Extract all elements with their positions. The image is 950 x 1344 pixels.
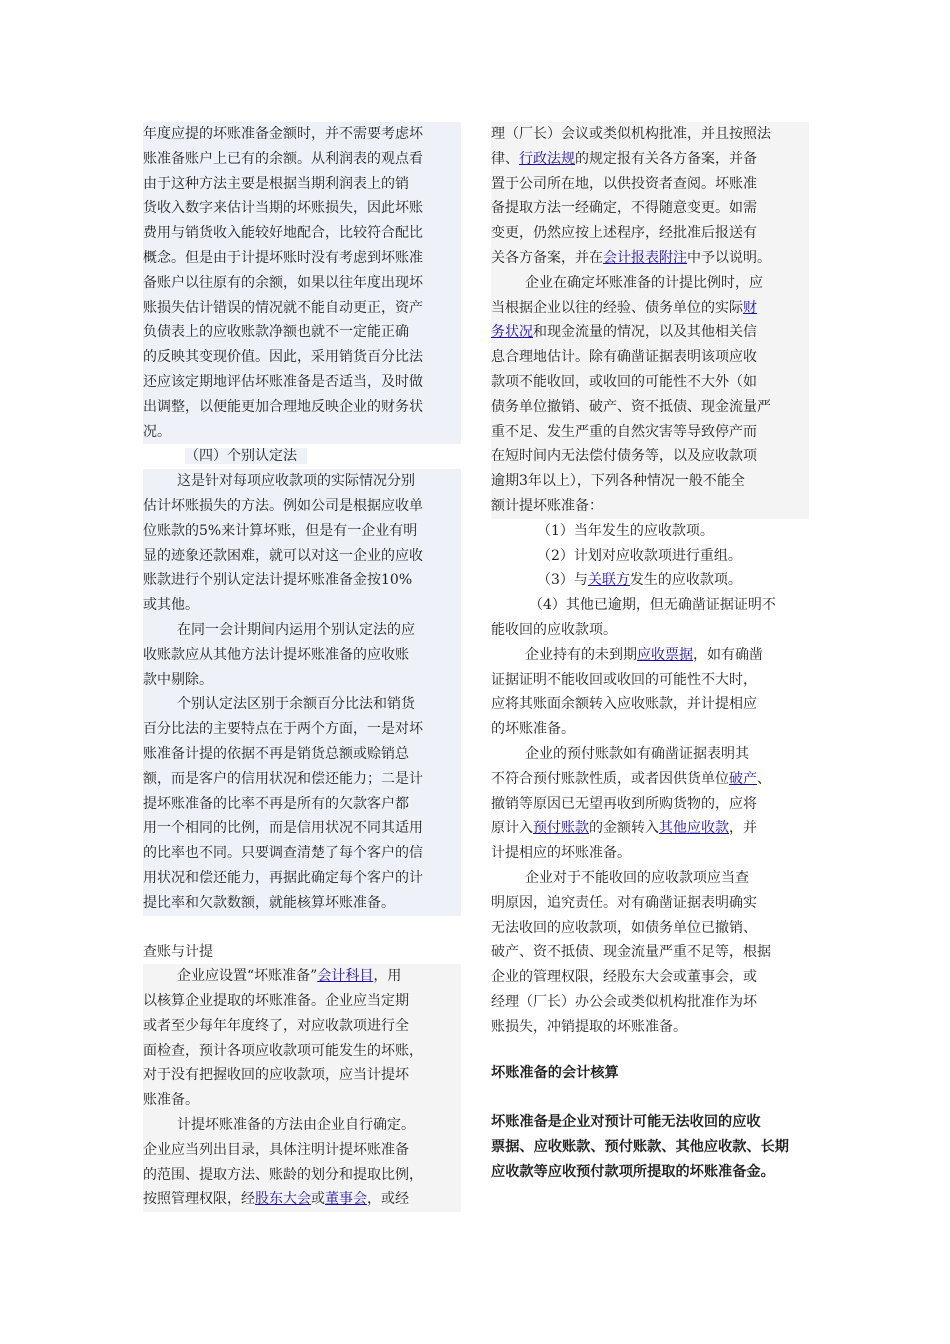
text-fragment: ，并 bbox=[729, 820, 757, 837]
text-line: 提坏账准备的比率不再是所有的欠款客户都 bbox=[143, 795, 409, 812]
link-financial-statement-notes[interactable]: 会计报表附注 bbox=[603, 249, 687, 266]
text-line: 百分比法的主要特点在于两个方面，一是对坏 bbox=[143, 721, 423, 738]
text-line: 计提相应的坏账准备。 bbox=[491, 845, 631, 862]
text-line: 提比率和欠款数额，就能核算坏账准备。 bbox=[143, 894, 395, 911]
text-line: 应收款等应收预付款项所提取的坏账准备金。 bbox=[491, 1163, 775, 1180]
text-line: 企业对于不能收回的应收款项应当查 bbox=[525, 869, 749, 886]
text-fragment: 和现金流量的情况，以及其他相关信 bbox=[533, 324, 757, 341]
list-item bbox=[491, 568, 809, 593]
text-line: 破产、资不抵债、现金流量严重不足等，根据 bbox=[491, 944, 771, 961]
text-line: 证据证明不能收回或收回的可能性不大时， bbox=[491, 671, 757, 688]
text-line: 坏账准备是企业对预计可能无法收回的应收 bbox=[491, 1114, 761, 1131]
paragraph-method-determination bbox=[143, 1113, 461, 1212]
paragraph-definition bbox=[491, 1110, 809, 1184]
link-related-party[interactable]: 关联方 bbox=[587, 572, 630, 589]
paragraph-approval bbox=[491, 122, 809, 271]
text-line: 或者至少每年年度终了，对应收款项进行全 bbox=[143, 1017, 409, 1034]
section-heading-check: 查账与计提 bbox=[143, 943, 213, 960]
text-fragment: 的规定报有关各方备案，并备 bbox=[575, 150, 757, 167]
paragraph-prepayments bbox=[491, 742, 809, 866]
spacer bbox=[491, 1039, 809, 1061]
text-fragment: 中予以说明。 bbox=[687, 249, 771, 266]
text-line: 账准备账户上已有的余额。从利润表的观点看 bbox=[143, 150, 423, 167]
text-line: 对于没有把握收回的应收款项，应当计提坏 bbox=[143, 1067, 409, 1084]
paragraph-same-period bbox=[143, 618, 461, 692]
text-fragment: 、 bbox=[757, 770, 771, 787]
text-line: 显的迹象还款困难，就可以对这一企业的应收 bbox=[143, 547, 423, 564]
text-fragment: 律、 bbox=[491, 150, 519, 167]
text-line: 票据、应收账款、预付账款、其他应收款、长期 bbox=[491, 1139, 789, 1156]
text-line: 负债表上的应收账款净额也就不一定能正确 bbox=[143, 324, 409, 341]
text-line: 明原因，追究责任。对有确凿证据表明确实 bbox=[491, 894, 757, 911]
right-column bbox=[491, 122, 809, 1185]
text-line: 无法收回的应收款项，如债务单位已撤销、 bbox=[491, 919, 757, 936]
text-fragment: ，用 bbox=[373, 968, 402, 985]
text-line: 出调整，以便能更加合理地反映企业的财务状 bbox=[143, 398, 423, 415]
text-line bbox=[143, 1187, 461, 1212]
link-notes-receivable[interactable]: 应收票据 bbox=[637, 646, 693, 663]
text-line: 还应该定期地评估坏账准备是否适当，及时做 bbox=[143, 373, 423, 390]
text-line: 逾期3年以上），下列各种情况一般不能全 bbox=[491, 473, 745, 490]
text-line: 理（厂长）会议或类似机构批准，并且按照法 bbox=[491, 126, 771, 142]
text-line: 款中剔除。 bbox=[143, 671, 213, 688]
text-line: 收账款应从其他方法计提坏账准备的应收账 bbox=[143, 646, 409, 663]
list-item: （4）其他已逾期，但无确凿证据证明不 bbox=[529, 597, 776, 614]
text-line: 概念。但是由于计提坏账时没有考虑到坏账准 bbox=[143, 249, 423, 266]
text-line bbox=[491, 816, 809, 841]
text-line: 债务单位撤销、破产、资不抵债、现金流量严 bbox=[491, 398, 771, 415]
paragraph-specific-identification bbox=[143, 469, 461, 618]
text-line bbox=[491, 320, 809, 345]
list-item: （1）当年发生的应收款项。 bbox=[537, 522, 714, 539]
text-fragment: 原计入 bbox=[491, 820, 533, 837]
paragraph-ratio bbox=[491, 271, 809, 519]
text-line bbox=[491, 296, 809, 321]
text-fragment: 不符合预付账款性质，或者因供货单位 bbox=[491, 770, 729, 787]
exceptions-list bbox=[491, 519, 809, 643]
text-line bbox=[491, 246, 809, 271]
text-line: 款项不能收回，或收回的可能性不大外（如 bbox=[491, 373, 757, 390]
link-prepayments[interactable]: 预付账款 bbox=[533, 820, 589, 837]
text-line: 估计坏账损失的方法。例如公司是根据应收单 bbox=[143, 497, 423, 514]
text-fragment: 当根据企业以往的经验、债务单位的实际 bbox=[491, 299, 743, 316]
text-fragment: ，如有确凿 bbox=[693, 646, 763, 663]
heading-text: （四）个别认定法 bbox=[185, 448, 307, 464]
text-line: 重不足、发生严重的自然灾害等导致停产而 bbox=[491, 423, 757, 440]
section-heading-accounting: 坏账准备的会计核算 bbox=[491, 1065, 619, 1082]
text-fragment: （3）与 bbox=[537, 572, 588, 589]
text-line: 个别认定法区别于余额百分比法和销货 bbox=[177, 696, 415, 713]
text-line: 年度应提的坏账准备金额时，并不需要考虑坏 bbox=[143, 126, 423, 142]
list-item: （2）计划对应收款项进行重组。 bbox=[537, 547, 742, 564]
text-fragment: 关各方备案，并在 bbox=[491, 249, 603, 266]
text-line: 费用与销货收入能较好地配合，比较符合配比 bbox=[143, 225, 423, 242]
link-bankruptcy[interactable]: 破产 bbox=[729, 770, 757, 787]
link-other-receivables[interactable]: 其他应收款 bbox=[659, 820, 729, 837]
paragraph-write-off bbox=[491, 866, 809, 1040]
text-line: 变更，仍然应按上述程序，经批准后报送有 bbox=[491, 225, 757, 242]
text-line: 用一个相同的比例，而是信用状况不同其适用 bbox=[143, 820, 423, 837]
text-line: 应将其账面余额转入应收账款，并计提相应 bbox=[491, 696, 757, 713]
text-line: 的范围、提取方法、账龄的划分和提取比例， bbox=[143, 1166, 423, 1183]
text-line: 企业的预付账款如有确凿证据表明其 bbox=[525, 745, 749, 762]
list-item-cont: 能收回的应收款项。 bbox=[491, 621, 617, 638]
text-line: 经理（厂长）办公会或类似机构批准作为坏 bbox=[491, 993, 757, 1010]
text-line bbox=[491, 767, 809, 792]
text-line: 在同一会计期间内运用个别认定法的应 bbox=[177, 621, 415, 638]
text-fragment: ，或经 bbox=[367, 1191, 409, 1208]
text-fragment: 企业持有的未到期 bbox=[525, 646, 637, 663]
text-fragment: 发生的应收款项。 bbox=[629, 572, 742, 589]
paragraph-account-setup bbox=[143, 964, 461, 1113]
link-financial-status-cont[interactable]: 务状况 bbox=[491, 324, 533, 341]
link-shareholders-meeting[interactable]: 股东大会 bbox=[255, 1191, 311, 1208]
text-line: 备账户以往原有的余额，如果以往年度出现坏 bbox=[143, 274, 423, 291]
spacer bbox=[491, 1086, 809, 1110]
text-line: 的坏账准备。 bbox=[491, 721, 575, 738]
paragraph-sales-percentage bbox=[143, 122, 461, 444]
text-line: 账损失，冲销提取的坏账准备。 bbox=[491, 1018, 687, 1035]
text-line: 面检查，预计各项应收款项可能发生的坏账， bbox=[143, 1042, 423, 1059]
text-line bbox=[491, 147, 809, 172]
text-line: 账准备计提的依据不再是销货总额或赊销总 bbox=[143, 745, 409, 762]
text-line: 的比率也不同。只要调查清楚了每个客户的信 bbox=[143, 845, 423, 862]
text-line: 企业应当列出目录，具体注明计提坏账准备 bbox=[143, 1141, 409, 1158]
text-line: 账准备。 bbox=[143, 1092, 199, 1109]
text-line: 用状况和偿还能力，再据此确定每个客户的计 bbox=[143, 869, 423, 886]
text-fragment: 的金额转入 bbox=[589, 820, 659, 837]
text-line: 况。 bbox=[143, 423, 171, 440]
paragraph-difference bbox=[143, 692, 461, 915]
text-line: 账损失估计错误的情况就不能自动更正，资产 bbox=[143, 299, 423, 316]
text-fragment: 企业应设置“坏账准备” bbox=[177, 968, 318, 985]
text-line bbox=[143, 964, 461, 989]
text-line: 账款进行个别认定法计提坏账准备金按10% bbox=[143, 572, 413, 589]
text-line: 额，而是客户的信用状况和偿还能力；二是计 bbox=[143, 770, 423, 787]
text-line: 这是针对每项应收款项的实际情况分别 bbox=[177, 473, 415, 490]
text-line: 的反映其变现价值。因此，采用销货百分比法 bbox=[143, 349, 423, 366]
text-line: 息合理地估计。除有确凿证据表明该项应收 bbox=[491, 349, 757, 366]
text-line: 在短时间内无法偿付债务等，以及应收款项 bbox=[491, 448, 757, 465]
text-line: 撤销等原因已无望再收到所购货物的，应将 bbox=[491, 795, 757, 812]
text-line: 额计提坏账准备： bbox=[491, 497, 603, 514]
text-line: 企业的管理权限，经股东大会或董事会，或 bbox=[491, 969, 757, 986]
text-fragment: 按照管理权限，经 bbox=[143, 1191, 255, 1208]
link-administrative-regulations[interactable]: 行政法规 bbox=[519, 150, 575, 167]
text-line: 企业在确定坏账准备的计提比例时，应 bbox=[525, 274, 763, 291]
text-line: 置于公司所在地，以供投资者查阅。坏账准 bbox=[491, 175, 757, 192]
text-line: 由于这种方法主要是根据当期利润表上的销 bbox=[143, 175, 409, 192]
text-line: 计提坏账准备的方法由企业自行确定。 bbox=[177, 1117, 415, 1134]
text-line: 位账款的5%来计算坏账，但是有一企业有明 bbox=[143, 522, 418, 539]
paragraph-notes-receivable bbox=[491, 643, 809, 742]
text-line bbox=[491, 643, 809, 668]
text-line: 以核算企业提取的坏账准备。企业应当定期 bbox=[143, 993, 409, 1010]
text-line: 货收入数字来估计当期的坏账损失，因此坏账 bbox=[143, 200, 423, 217]
text-fragment: 或 bbox=[311, 1191, 325, 1208]
text-line: 或其他。 bbox=[143, 597, 199, 614]
link-board-of-directors[interactable]: 董事会 bbox=[325, 1191, 367, 1208]
spacer bbox=[143, 916, 461, 940]
section-heading-4 bbox=[143, 444, 461, 469]
link-accounting-subject[interactable]: 会计科目 bbox=[317, 968, 374, 985]
left-column bbox=[143, 122, 461, 1212]
text-line: 备提取方法一经确定，不得随意变更。如需 bbox=[491, 200, 757, 217]
link-financial-status[interactable]: 财 bbox=[743, 299, 757, 316]
